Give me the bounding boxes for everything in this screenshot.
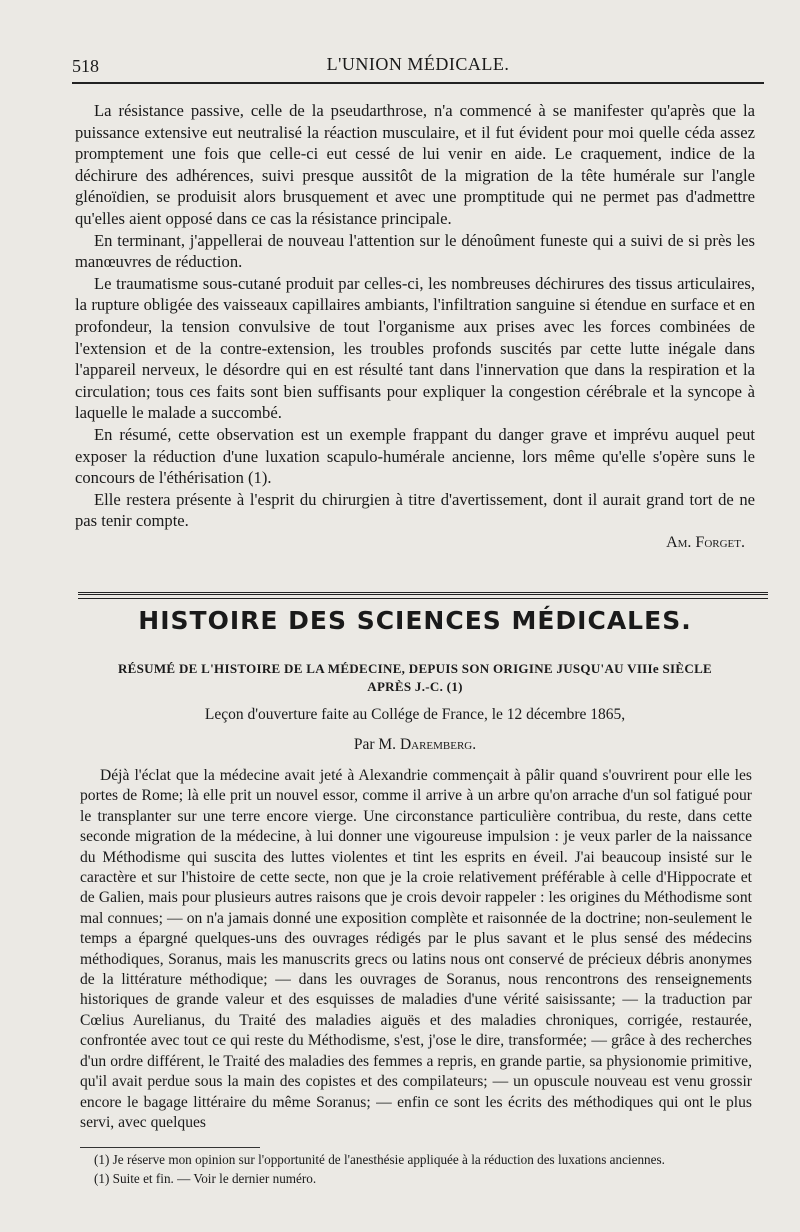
author-name: Daremberg. bbox=[399, 736, 477, 753]
article-conclusion bbox=[75, 100, 755, 553]
paragraph: Le traumatisme sous-cutané produit par celles-ci, les nombreuses déchirures des tissus articulaires, la rupture obligée des vaisseaux capillaires ambiants, l'infiltration sanguine si étendue en surface et en profondeur, la tension convulsive de tout l'organisme aux prises avec les forces combinées de l'extension et de la contre-extension, les troubles profonds suscités par cette lutte inégale dans l'appareil nerveux, le désordre qui en est résulté tant dans l'innervation que dans la respiration et la circulation; tous ces faits sont bien suffisants pour expliquer la congestion cérébrale et la syncope à laquelle le malade a succombé. bbox=[75, 273, 755, 423]
footnote-rule bbox=[80, 1147, 260, 1148]
paragraph: En résumé, cette observation est un exemple frappant du danger grave et imprévu auquel peut exposer la réduction d'une luxation scapulo-humérale ancienne, lors même qu'elle s'opère suns le concours de l'éthérisation (1). bbox=[75, 424, 755, 488]
page-header bbox=[72, 52, 764, 82]
footnote: (1) Je réserve mon opinion sur l'opportunité de l'anesthésie appliquée à la réduction des luxations anciennes. bbox=[94, 1152, 665, 1167]
section-rule bbox=[78, 592, 768, 599]
author-prefix: Par M. bbox=[353, 736, 400, 753]
subtitle-line: APRÈS J.-C. (1) bbox=[367, 679, 463, 694]
paragraph: Déjà l'éclat que la médecine avait jeté à Alexandrie commençait à pâlir quand s'ouvrirent pour elle les portes de Rome; là elle prit un nouvel essor, comme il arrive à un arbre qu'on arrache d'un sol fatigué pour le transplanter sur une terre encore vierge. Une circonstance particulière contribua, du reste, dans cette seconde migration de la médecine, à lui donner une vigoureuse impulsion : je veux parler de la naissance du Méthodisme qui suscita des luttes violentes et tint les esprits en éveil. J'ai beaucoup insisté sur le caractère et sur l'histoire de cette secte, non que je la croie relativement préférable à celle d'Hippocrate et de Galien, mais pour plusieurs autres raisons que je crois devoir rappeler : les origines du Méthodisme sont mal connues; — on n'a jamais donné une exposition complète et raisonnée de la doctrine; non-seulement le temps a épargné quelques-uns des ouvrages rédigés par le plus savant et le plus sensé des médecins méthodiques, Soranus, mais les manuscrits grecs ou latins nous ont conservé de précieux débris anonymes de la littérature méthodique; — dans les ouvrages de Soranus, nous rencontrons des renseignements historiques de grande valeur et des esquisses de maladies d'une vérité saisissante; — la traduction par Cœlius Aurelianus, du Traité des maladies aiguës et des maladies chroniques, corrigée, restaurée, confrontée avec tout ce qui reste du Méthodisme, s'est, j'ose le dire, transformée; — grâce à des recherches d'un ordre différent, le Traité des maladies des femmes a repris, en grande partie, sa physionomie primitive, qu'il avait perdue sous la main des copistes et des compilateurs; — un opuscule nouveau est venu grossir encore le bagage littéraire du même Soranus; — enfin ce sont les écrits des méthodiques qui ont le plus servi, avec quelques bbox=[80, 767, 752, 1131]
footnote: (1) Suite et fin. — Voir le dernier numéro. bbox=[94, 1171, 317, 1186]
footnotes bbox=[84, 1152, 756, 1190]
lecture-info: Leçon d'ouverture faite au Collége de France, le 12 décembre 1865, bbox=[204, 706, 626, 723]
author-line bbox=[75, 736, 755, 754]
paragraph: La résistance passive, celle de la pseudarthrose, n'a commencé à se manifester qu'après que la puissance extensive eut neutralisé la réaction musculaire, et il fut évident pour moi quelle céda assez promptement une fois que celle-ci eut cessé de lui venir en aide. Le craquement, indice de la déchirure des adhérences, suivi presque aussitôt de la migration de la tête humérale sur l'angle glénoïdien, se produisit alors brusquement et avec une promptitude qui ne permet pas d'admettre qu'elles aient opposé dans ce cas la résistance principale. bbox=[75, 101, 755, 228]
subtitle-line: RÉSUMÉ DE L'HISTOIRE DE LA MÉDECINE, DEPUIS SON ORIGINE JUSQU'AU VIIIe SIÈCLE bbox=[117, 661, 713, 676]
page-number: 518 bbox=[72, 56, 99, 76]
article-history bbox=[80, 766, 752, 1133]
paragraph: Elle restera présente à l'esprit du chirurgien à titre d'avertissement, dont il aurait grand tort de ne pas tenir compte. bbox=[75, 489, 755, 531]
running-title: L'UNION MÉDICALE. bbox=[326, 54, 510, 74]
section-title: HISTOIRE DES SCIENCES MÉDICALES. bbox=[138, 606, 692, 635]
author-signature: Am. Forget. bbox=[666, 533, 745, 551]
section-subtitle bbox=[75, 660, 755, 696]
paragraph: En terminant, j'appellerai de nouveau l'attention sur le dénoûment funeste qui a suivi de si près les manœuvres de réduction. bbox=[75, 230, 755, 272]
header-rule bbox=[72, 82, 764, 84]
